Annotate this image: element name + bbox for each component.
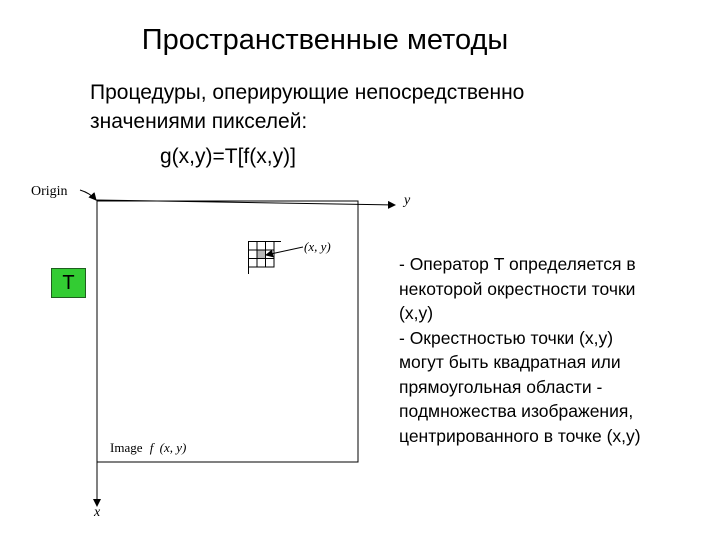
origin-pointer-arrow [80,190,96,200]
note-line: (x,y) [399,303,434,323]
note-line: прямоугольная области - [399,376,603,397]
note-line: могут быть квадратная или [399,352,621,372]
point-label: (x, y) [304,239,331,254]
formula: g(x,y)=T[f(x,y)] [160,145,296,168]
page-title: Пространственные методы [141,24,509,56]
operator-t-box: T [51,268,86,298]
origin-label: Origin [31,184,68,199]
y-axis-label: y [404,193,411,208]
point-pointer-arrow [266,247,303,255]
center-pixel-cell [257,250,266,259]
image-label: Image f (x, y) [110,440,187,455]
note-line: подмножества изображения, [399,401,634,421]
note-line: - Оператор T определяется в [399,254,636,274]
note-line: - Окрестностью точки (x,y) [399,327,614,348]
note-line: центрированного в точке (x,y) [399,425,641,446]
intro-line-1: Процедуры, оперирующие непосредственно [90,81,525,104]
neighborhood-grid [249,242,282,275]
intro-line-2: значениями пикселей: [90,110,308,133]
note-line: некоторой окрестности точки [399,278,636,299]
x-axis-label: x [94,505,101,520]
